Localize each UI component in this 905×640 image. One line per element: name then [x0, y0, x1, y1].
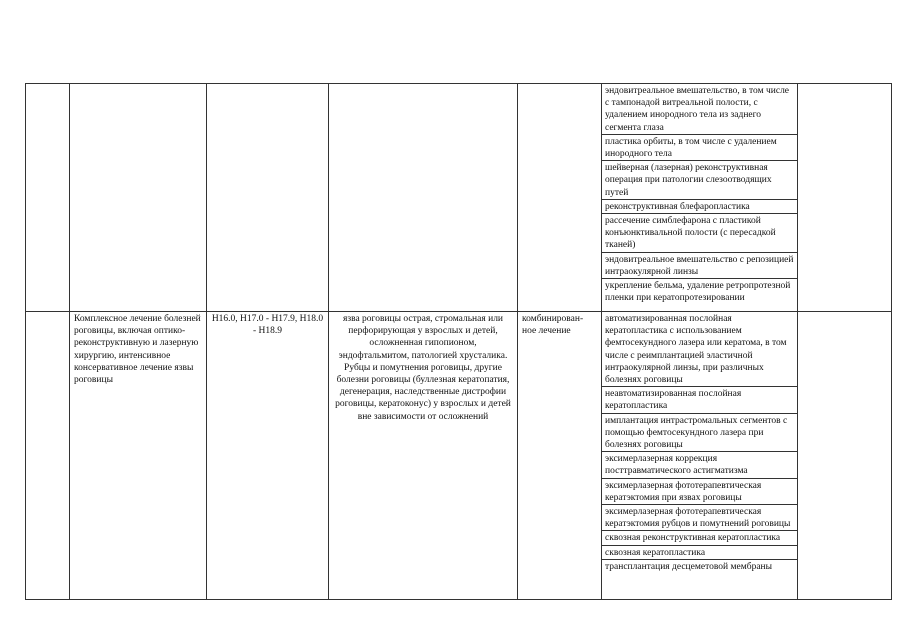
method-item: рассечение симблефарона с пластикой конъюнктивальной полости (с пересадкой тканей)	[602, 214, 797, 253]
cost-cell	[798, 84, 892, 312]
row-number-cell	[26, 312, 70, 600]
method-item: имплантация интрастромальных сегментов с помощью фемтосекундного лазера при болезнях роговицы	[602, 414, 797, 453]
method-item: сквозная кератопластика	[602, 546, 797, 560]
method-item: трансплантация десцеметовой мембраны	[605, 561, 773, 572]
method-item: эксимерлазерная фототерапевтическая кератэктомия рубцов и помутнений роговицы	[602, 505, 797, 531]
model-cell: язва роговицы острая, стромальная или перфорирующая у взрослых и детей, осложненная гипопионом, эндофтальмитом, патологией хрусталика. Рубцы и помутнения роговицы, другие болезни роговицы (буллезная кератопатия, дегенерация, наследственные дистрофии роговицы, кератоконус) у взрослых и детей вне зависимости от осложнений	[329, 312, 518, 600]
row-number-cell	[26, 84, 70, 312]
treatment-type-cell: комбинирован-ное лечение	[518, 312, 602, 600]
method-item: неавтоматизированная послойная кератопластика	[602, 387, 797, 413]
method-item: сквозная реконструктивная кератопластика	[602, 531, 797, 545]
method-item: эндовитреальное вмешательство, в том числе с тампонадой витреальной полости, с удалением инородного тела из заднего сегмента глаза	[602, 84, 797, 135]
methods-cell	[602, 312, 798, 600]
methods-list	[602, 84, 797, 304]
methods-list	[602, 312, 797, 573]
table-row	[26, 84, 892, 312]
name-cell: Комплексное лечение болезней роговицы, включая оптико-реконструктивную и лазерную хирургию, интенсивное консервативное лечение язвы роговицы	[70, 312, 207, 600]
methods-cell	[602, 84, 798, 312]
method-item: эксимерлазерная фототерапевтическая кератэктомия при язвах роговицы	[602, 479, 797, 505]
cost-cell	[798, 312, 892, 600]
method-item: пластика орбиты, в том числе с удалением инородного тела	[602, 135, 797, 161]
model-cell	[329, 84, 518, 312]
method-item: эксимерлазерная коррекция посттравматического астигматизма	[602, 452, 797, 478]
codes-cell: H16.0, H17.0 - H17.9, H18.0 - H18.9	[207, 312, 329, 600]
treatment-type-cell	[518, 84, 602, 312]
treatment-table	[25, 83, 892, 600]
method-item: укрепление бельма, удаление ретропротезной пленки при кератопротезировании	[605, 281, 791, 304]
method-item: шейверная (лазерная) реконструктивная операция при патологии слезоотводящих путей	[602, 161, 797, 200]
codes-cell	[207, 84, 329, 312]
method-item: реконструктивная блефаропластика	[602, 200, 797, 214]
method-item: эндовитреальное вмешательство с репозицией интраокулярной линзы	[602, 253, 797, 279]
table-row	[26, 312, 892, 600]
name-cell	[70, 84, 207, 312]
method-item: автоматизированная послойная кератопластика с использованием фемтосекундного лазера или кератома, в том числе с реимплантацией эластичной интраокулярной линзы, при различных болезнях роговицы	[602, 312, 797, 387]
